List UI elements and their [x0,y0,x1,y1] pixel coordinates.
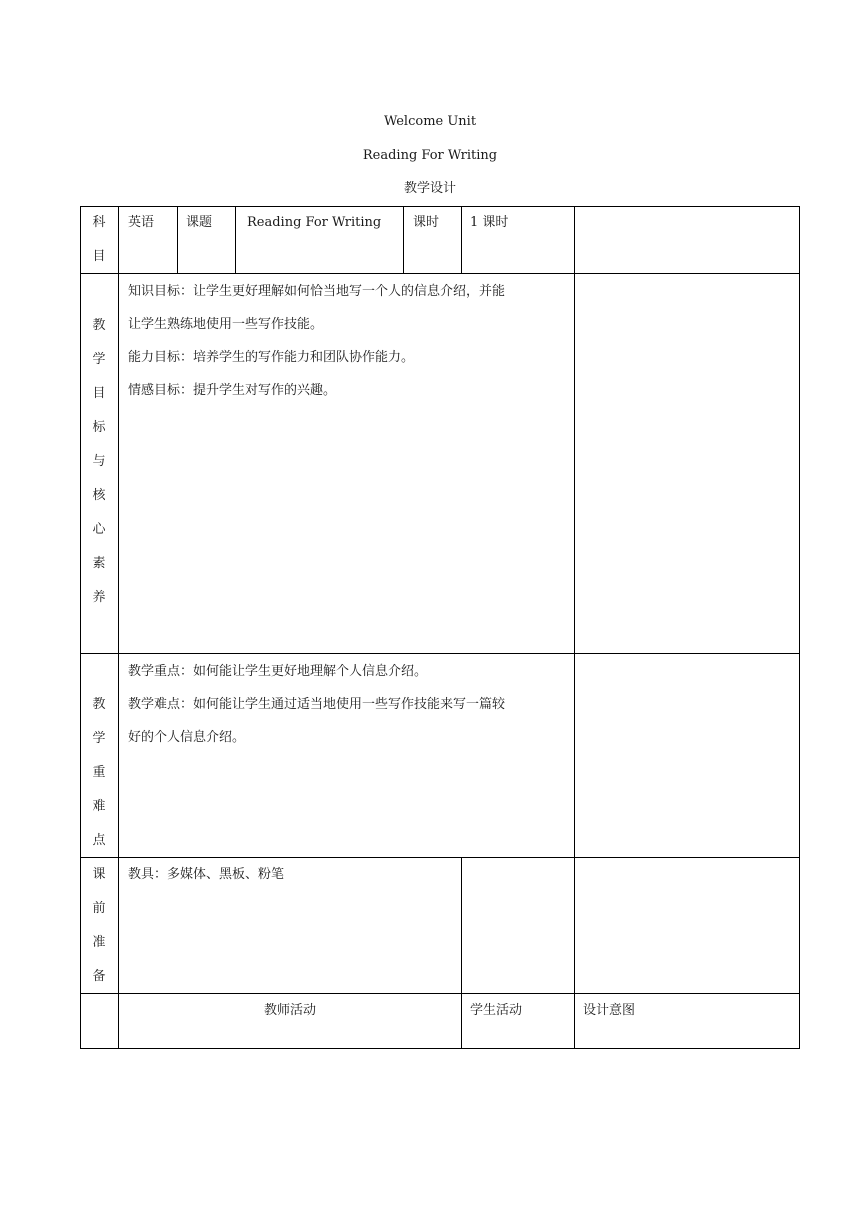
goals-line: 知识目标：让学生更好理解如何恰当地写一个人的信息介绍，并能 [128,284,506,299]
goals-line: 情感目标：提升学生对写作的兴趣。 [128,383,337,398]
table-border [403,206,404,273]
key-points-text [128,655,573,754]
key-points-line: 教学难点：如何能让学生通过适当地使用一些写作技能来写一篇较 [128,697,506,712]
key-points-label: 教 学 重 难 点 [92,697,106,848]
goals-line: 能力目标：培养学生的写作能力和团队协作能力。 [128,350,415,365]
unit-title: Welcome Unit [383,114,477,129]
goals-text [128,275,573,407]
prep-label: 课 前 准 备 [92,867,106,984]
goals-label: 教 学 目 标 与 核 心 素 养 [92,318,106,605]
subject-value: 英语 [128,215,155,230]
table-border [235,206,236,273]
hours-label: 课时 [413,215,440,230]
table-border [80,1048,800,1049]
teacher-activity-header: 教师活动 [263,1003,316,1018]
key-points-line: 教学重点：如何能让学生更好地理解个人信息介绍。 [128,664,428,679]
table-border [177,206,178,273]
topic-label: 课题 [186,215,213,230]
table-border [80,653,800,654]
key-points-line: 好的个人信息介绍。 [128,730,246,745]
table-border [118,206,119,1049]
student-activity-header: 学生活动 [470,1003,523,1018]
goals-line: 让学生熟练地使用一些写作技能。 [128,317,324,332]
table-border [461,206,462,273]
design-intent-header: 设计意图 [583,1003,636,1018]
topic-value: Reading For Writing [247,215,382,230]
table-border [799,206,800,1049]
prep-text: 教具：多媒体、黑板、粉笔 [128,867,285,882]
lesson-title: Reading For Writing [362,148,498,163]
hours-value: 1 课时 [470,215,509,230]
document-title: 教学设计 [403,181,456,196]
table-border [80,273,800,274]
table-border [574,206,575,1049]
table-border [461,857,462,1048]
subject-label: 科 目 [92,215,106,264]
